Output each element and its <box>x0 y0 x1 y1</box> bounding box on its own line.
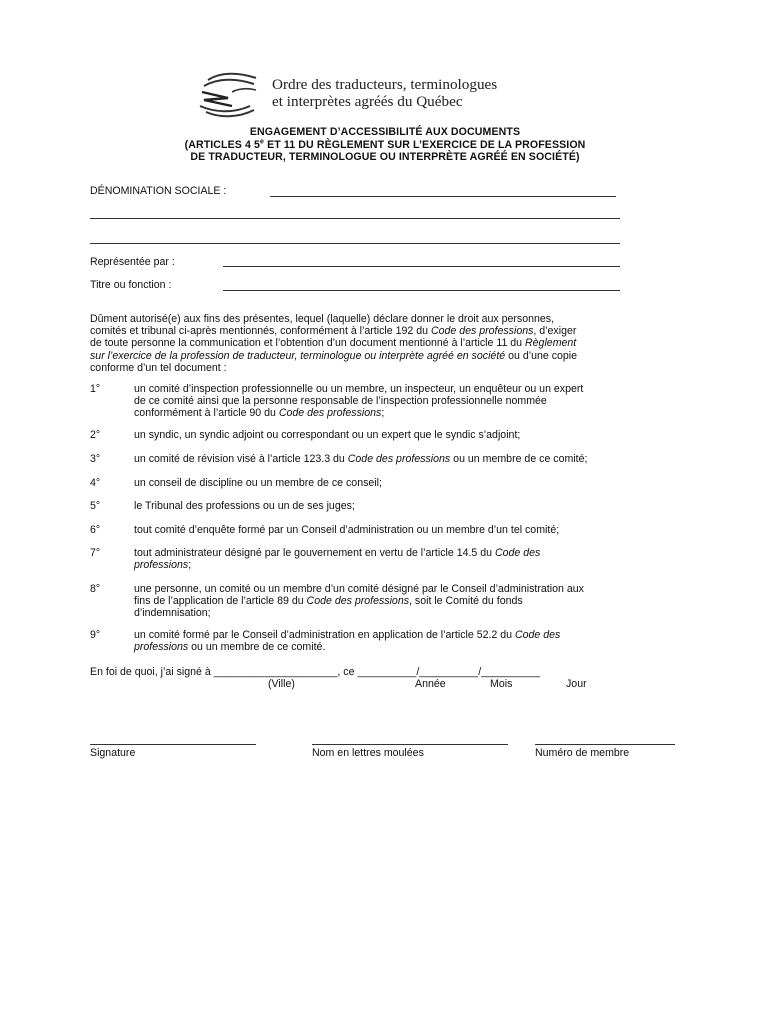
list-item-line <box>134 596 682 608</box>
list-item-line-a: fins de l’application de l’article 89 du <box>134 594 307 607</box>
list-item-line-em: Code des professions <box>278 406 382 419</box>
title-line-2-part-a: (ARTICLES 4 5 <box>184 138 261 151</box>
org-name-line-2: et interprètes agréés du Québec <box>272 93 463 110</box>
intro-line-2 <box>90 325 680 337</box>
list-item-line <box>134 408 682 420</box>
list-item-line-b: ; <box>381 406 385 419</box>
list-item-text <box>134 525 682 537</box>
en-foi-de-quoi-line: En foi de quoi, j’ai signé à _____________________, ce __________/__________/__________ <box>90 666 541 678</box>
list-item-line-em: Code des professions <box>347 453 451 465</box>
list-item-text <box>134 454 682 466</box>
denomination-label: DÉNOMINATION SOCIALE : <box>90 185 227 197</box>
intro-line-1: Dûment autorisé(e) aux fins des présentes, lequel (laquelle) déclare donner le droit aux personnes, <box>90 313 555 325</box>
intro-line-4 <box>90 350 680 362</box>
list-item-line-a: un comité formé par le Conseil d’administration en application de l’article 52.2 du <box>134 629 515 641</box>
intro-line-4-b: ou d’une copie <box>505 349 578 362</box>
mois-label: Mois <box>490 678 513 690</box>
list-item-line-em: professions <box>134 640 189 653</box>
denomination-field-line-3[interactable] <box>90 243 620 244</box>
list-item-number: 2° <box>90 429 101 441</box>
nom-label: Nom en lettres moulées <box>312 747 424 759</box>
intro-line-2-a: comités et tribunal ci-après mentionnés, conformément à l’article 192 du <box>90 325 431 338</box>
list-item-line: le Tribunal des professions ou un de ses juges; <box>134 500 355 512</box>
list-item-line: de ce comité ainsi que la personne responsable de l’inspection professionnelle nommée <box>134 394 547 407</box>
list-item-text <box>134 384 682 419</box>
list-item-line-b: , soit le Comité du fonds <box>409 594 523 607</box>
intro-line-2-b: , d’exiger <box>533 325 577 338</box>
list-item-text <box>134 478 682 490</box>
list-item-number: 6° <box>90 524 101 536</box>
list-item-line-b: ; <box>188 558 192 571</box>
intro-line-3 <box>90 337 680 349</box>
list-item-line <box>134 560 682 572</box>
list-item-line-a: un comité de révision visé à l’article 123.3 du <box>134 453 348 465</box>
ville-label: (Ville) <box>268 678 295 690</box>
intro-line-2-em: Code des professions <box>430 325 534 338</box>
list-item-line: un comité d’inspection professionnelle ou un membre, un inspecteur, un enquêteur ou un expert <box>134 383 584 395</box>
list-item-line <box>134 454 682 466</box>
list-item-line: un conseil de discipline ou un membre de ce conseil; <box>134 477 382 489</box>
list-item-line-a: tout administrateur désigné par le gouvernement en vertu de l’article 14.5 du <box>134 547 495 559</box>
intro-line-3-em: Règlement <box>525 337 577 350</box>
title-line-3: DE TRADUCTEUR, TERMINOLOGUE OU INTERPRÈTE AGRÉÉ EN SOCIÉTÉ) <box>190 151 580 163</box>
numero-membre-label: Numéro de membre <box>535 747 630 759</box>
name-field-line[interactable] <box>312 744 508 745</box>
titre-field-line[interactable] <box>223 290 620 291</box>
title-line-2-sup: e <box>260 137 265 145</box>
list-item-text <box>134 430 682 442</box>
list-item-line-b: ou un membre de ce comité; <box>450 453 588 465</box>
list-item-number: 7° <box>90 547 101 559</box>
list-item-line: un syndic, un syndic adjoint ou correspondant ou un expert que le syndic s’adjoint; <box>134 429 521 441</box>
signature-label: Signature <box>90 747 136 759</box>
representee-field-line[interactable] <box>223 266 620 267</box>
list-item-line: d’indemnisation; <box>134 606 211 619</box>
list-item-text <box>134 630 682 654</box>
list-item-number: 9° <box>90 629 101 641</box>
titre-label: Titre ou fonction : <box>90 279 172 291</box>
document-title <box>100 126 670 164</box>
annee-label: Année <box>415 678 446 690</box>
list-item-line <box>134 548 682 560</box>
signature-field-line[interactable] <box>90 744 256 745</box>
list-item-line: une personne, un comité ou un membre d’un comité désigné par le Conseil d’administration aux <box>134 583 584 595</box>
list-item-text <box>134 584 682 619</box>
intro-line-3-a: de toute personne la communication et l’obtention d’un document mentionné à l’article 11 du <box>90 337 526 350</box>
title-line-2-part-b: ET 11 DU RÈGLEMENT SUR L’EXERCICE DE LA PROFESSION <box>264 138 586 151</box>
list-item-line-em: Code des professions <box>306 594 410 607</box>
denomination-field-line-2[interactable] <box>90 218 620 219</box>
title-line-2 <box>100 139 670 152</box>
list-item-line-em: Code des <box>495 547 541 559</box>
list-item-line: tout comité d’enquête formé par un Conseil d’administration ou un membre d’un tel comité; <box>134 524 560 536</box>
list-item-number: 3° <box>90 453 101 465</box>
org-name-line-1: Ordre des traducteurs, terminologues <box>272 76 498 93</box>
list-item-number: 4° <box>90 477 101 489</box>
list-item-number: 1° <box>90 383 101 395</box>
list-item-text <box>134 548 682 572</box>
organization-name <box>272 76 497 110</box>
member-number-field-line[interactable] <box>535 744 675 745</box>
intro-line-4-em: sur l’exercice de la profession de traducteur, terminologue ou interprète agréé en société <box>90 349 506 362</box>
list-item-number: 8° <box>90 583 101 595</box>
intro-paragraph <box>90 313 680 374</box>
list-item-line-a: conformément à l’article 90 du <box>134 406 279 419</box>
denomination-field-line[interactable] <box>270 196 616 197</box>
list-item-line-em: Code des <box>515 629 561 641</box>
list-item-line-em: professions <box>134 558 189 571</box>
intro-line-5: conforme d’un tel document : <box>90 361 227 374</box>
title-line-1: ENGAGEMENT D’ACCESSIBILITÉ AUX DOCUMENTS <box>249 126 521 138</box>
list-item-line <box>134 642 682 654</box>
representee-label: Représentée par : <box>90 256 175 268</box>
jour-label: Jour <box>566 678 587 690</box>
list-item-number: 5° <box>90 500 101 512</box>
ottiaq-logo-icon <box>198 70 258 118</box>
list-item-line-b: ou un membre de ce comité. <box>188 640 326 653</box>
list-item-text <box>134 501 682 513</box>
